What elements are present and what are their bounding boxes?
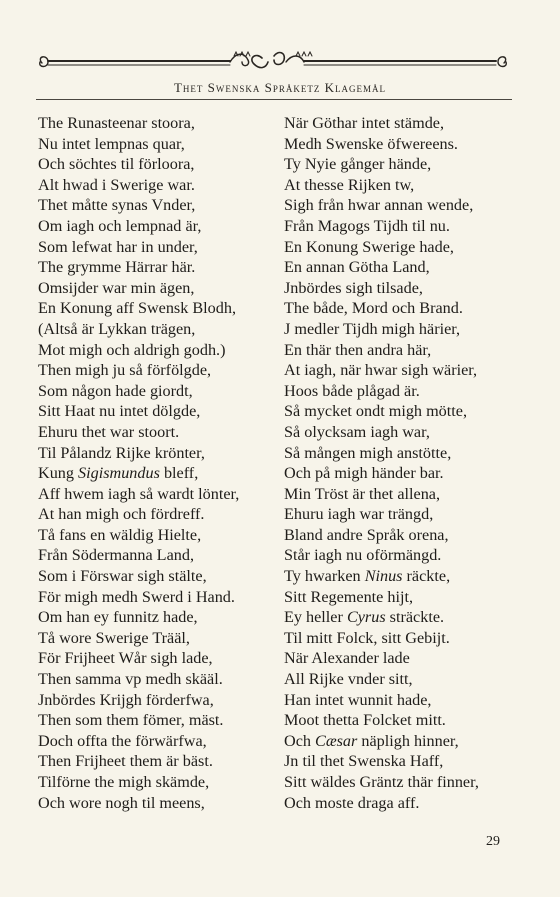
verse-line: Omsijder war min ägen,: [38, 278, 195, 297]
verse-line: J medler Tijdh migh härier,: [284, 319, 461, 338]
verse-line: Som någon hade giordt,: [38, 381, 193, 400]
verse-line: The grymme Härrar här.: [38, 258, 196, 277]
verse-line-text: sträckte.: [385, 608, 445, 627]
verse-line-italic-name: Cyrus: [346, 608, 386, 627]
verse-line-italic-name: Ninus: [364, 567, 403, 586]
verse-line-italic-name: Sigismundus: [78, 464, 160, 483]
verse-line: En annan Götha Land,: [284, 258, 430, 277]
verse-line: Sitt wäldes Gräntz thär finner,: [284, 773, 479, 791]
verse-line-text: näpligh hinner,: [357, 731, 459, 750]
right-verse-column: [284, 113, 524, 813]
verse-line: Bland andre Språk orena,: [284, 525, 449, 544]
verse-line: [284, 607, 524, 628]
verse-line: Och moste draga aff.: [284, 793, 420, 812]
verse-line: Så olycksam iagh war,: [284, 422, 430, 441]
verse-line: [284, 566, 524, 587]
verse-line-text: bleff,: [159, 464, 199, 483]
verse-line: Tå fans en wäldig Hielte,: [38, 525, 202, 544]
verse-line: Alt hwad i Swerige war.: [38, 175, 195, 194]
verse-line-text: Ty hwarken: [284, 567, 365, 586]
verse-line: Then Frijheet them är bäst.: [38, 752, 213, 771]
verse-line: Ehuru iagh war trängd,: [284, 505, 434, 524]
verse-line: Står iagh nu oförmängd.: [284, 546, 442, 565]
verse-line: Aff hwem iagh så wardt lönter,: [38, 484, 240, 503]
verse-line: (Altså är Lykkan trägen,: [38, 319, 196, 338]
verse-line-text: räckte,: [402, 567, 451, 586]
verse-line-text: Kung: [38, 464, 79, 483]
verse-line: Tå wore Swerige Trääl,: [38, 628, 190, 647]
verse-line-text: Ey heller: [284, 608, 347, 627]
verse-line: Sigh från hwar annan wende,: [284, 196, 474, 215]
left-verse-column: [38, 113, 268, 813]
verse-line: En thär then andra här,: [284, 340, 432, 359]
verse-line: [38, 463, 268, 484]
verse-line: En Konung Swerige hade,: [284, 237, 454, 256]
verse-line: Om han ey funnitz hade,: [38, 608, 198, 627]
verse-line: Mot migh och aldrigh godh.): [38, 340, 226, 359]
verse-line: Til Pålandz Rijke krönter,: [38, 443, 205, 462]
header-rule: [36, 99, 512, 100]
verse-line: När Alexander lade: [284, 649, 410, 668]
verse-line: Om iagh och lempnad är,: [38, 216, 202, 235]
verse-line: Til mitt Folck, sitt Gebijt.: [284, 628, 450, 647]
verse-line: När Göthar intet stämde,: [284, 114, 445, 132]
verse-line: Thet måtte synas Vnder,: [38, 196, 196, 215]
verse-line: Hoos både plågad är.: [284, 381, 420, 400]
verse-line: Ty Nyie gånger hände,: [284, 155, 432, 174]
verse-line-text: Och: [284, 731, 316, 750]
page-number: 29: [486, 834, 500, 849]
verse-line: At han migh och fördreff.: [38, 505, 205, 524]
verse-line: Och söchtes til förloora,: [38, 155, 195, 174]
verse-line: Jnbördes sigh tilsade,: [284, 278, 423, 297]
header-ornament: [34, 50, 514, 76]
verse-line: All Rijke vnder sitt,: [284, 670, 413, 689]
running-title: Thet Swenska Språketz Klagemål: [173, 80, 387, 95]
verse-line: Som i Förswar sigh stälte,: [38, 567, 207, 586]
verse-line: At iagh, när hwar sigh wärier,: [284, 361, 478, 380]
verse-line: Så mycket ondt migh mötte,: [284, 402, 467, 421]
verse-line: At thesse Rijken tw,: [284, 175, 415, 194]
verse-line: Then som them fömer, mäst.: [38, 711, 224, 730]
verse-line: [284, 731, 524, 752]
verse-line: Min Tröst är thet allena,: [284, 484, 441, 503]
verse-line: Från Södermanna Land,: [38, 546, 194, 565]
verse-line: Och på migh händer bar.: [284, 464, 444, 483]
verse-line: Then samma vp medh skääl.: [38, 670, 223, 689]
verse-line: Från Magogs Tijdh til nu.: [284, 216, 450, 235]
verse-line: Jnbördes Krijgh förderfwa,: [38, 690, 214, 709]
verse-line: Sitt Regemente hijt,: [284, 587, 414, 606]
verse-line: För Frijheet Wår sigh lade,: [38, 649, 213, 668]
verse-line: Ehuru thet war stoort.: [38, 422, 180, 441]
verse-line: Tilförne the migh skämde,: [38, 773, 210, 791]
verse-line: Jn til thet Swenska Haff,: [284, 752, 444, 771]
verse-line-italic-name: Cæsar: [315, 731, 358, 750]
verse-line: Han intet wunnit hade,: [284, 690, 432, 709]
verse-line: Som lefwat har in under,: [38, 237, 198, 256]
verse-line: Sitt Haat nu intet dölgde,: [38, 402, 201, 421]
verse-line: The Runasteenar stoora,: [38, 114, 195, 132]
verse-line: Så mången migh anstötte,: [284, 443, 452, 462]
verse-line: Och wore nogh til meens,: [38, 793, 205, 812]
verse-line: Medh Swenske öfwereens.: [284, 134, 458, 153]
verse-line: Moot thetta Folcket mitt.: [284, 711, 446, 730]
verse-line: Doch offta the förwärfwa,: [38, 731, 207, 750]
verse-line: Then migh ju så förfölgde,: [38, 361, 212, 380]
verse-line: En Konung aff Swensk Blodh,: [38, 299, 236, 318]
verse-line: Nu intet lempnas quar,: [38, 134, 185, 153]
verse-line: För migh medh Swerd i Hand.: [38, 587, 235, 606]
verse-line: The både, Mord och Brand.: [284, 299, 463, 318]
